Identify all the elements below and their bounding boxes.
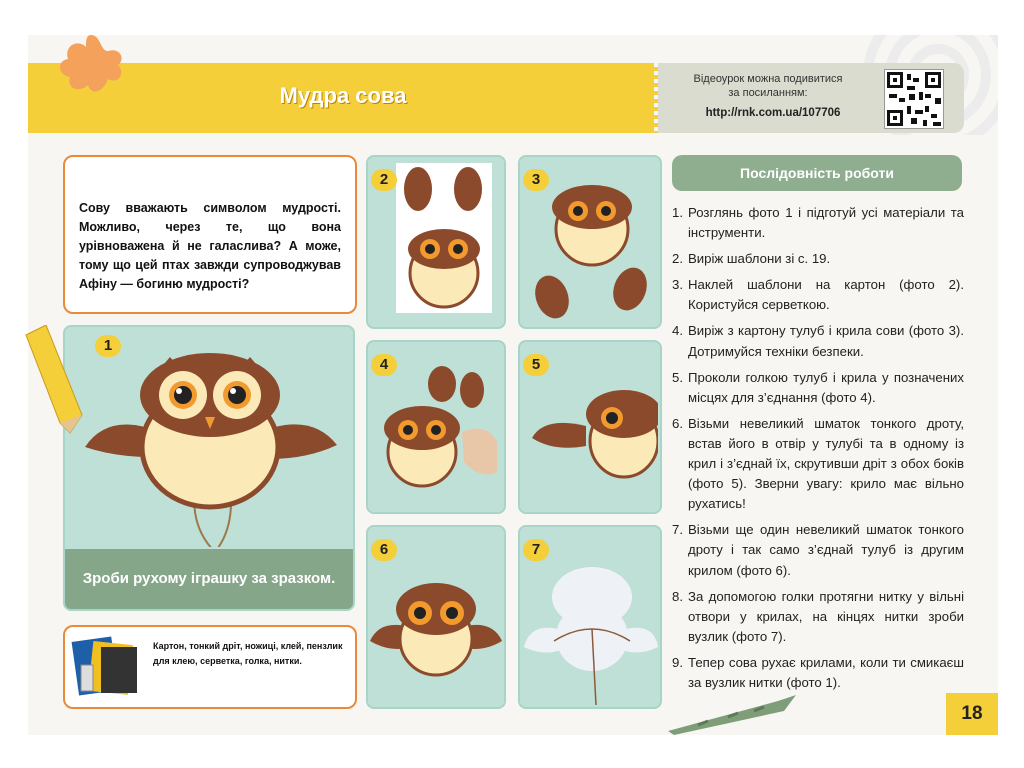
page-title: Мудра сова — [279, 83, 407, 108]
photo-1 — [63, 325, 355, 611]
photo-number-6: 6 — [371, 539, 397, 561]
cut-owl-parts-image — [530, 177, 650, 322]
photo-2 — [366, 155, 506, 329]
photo-1-caption: Зроби рухому іграшку за зразком. — [65, 549, 353, 609]
photo-4 — [366, 340, 506, 514]
photo-number-1: 1 — [95, 335, 121, 357]
materials-text: Картон, тонкий дріт, ножиці, клей, пензлик для клею, серветка, голка, нитки. — [153, 641, 343, 666]
page-number: 18 — [946, 693, 998, 735]
steps-list — [672, 203, 964, 699]
video-link[interactable]: http://rnk.com.ua/107706 — [705, 107, 841, 119]
qr-code-icon[interactable] — [884, 69, 944, 129]
photo-number-4: 4 — [371, 354, 397, 376]
step-item: 2. Виріж шаблони зі с. 19. — [672, 251, 831, 267]
step-item: 1. Розглянь фото 1 і підготуй усі матеріали та інструменти. — [672, 205, 964, 241]
photo-5 — [518, 340, 662, 514]
workbook-page — [28, 35, 998, 735]
video-text-line1: Відеоурок можна подивитися — [693, 73, 843, 85]
materials-box — [63, 625, 357, 709]
bottom-pencil-decoration — [668, 695, 798, 735]
flower-decoration — [56, 33, 126, 97]
step-item: 6. Візьми невеликий шматок тонкого дроту, встав його в отвір у тулубі та в одному із крил і з’єднай їх, скрутивши дріт з обох боків (фото 5). Зверни увагу: крило має вільно рухатись! — [672, 415, 964, 512]
intro-text: Сову вважають символом мудрості. Можливо, через те, що вона урівноважена й не галаслива? А може, тому що цей птах завжди супроводжував Афіну — богиню мудрості? — [79, 201, 341, 291]
owl-two-wings-image — [370, 557, 502, 697]
piercing-owl-image — [372, 362, 502, 507]
photo-number-3: 3 — [523, 169, 549, 191]
photo-number-7: 7 — [523, 539, 549, 561]
step-item: 7. Візьми ще один невеликий шматок тонкого дроту і так само з’єднай тулуб із другим крилом (фото 6). — [672, 522, 964, 578]
video-link-box — [658, 63, 964, 133]
owl-back-thread-image — [524, 557, 658, 707]
intro-box — [63, 155, 357, 314]
template-sheet-image — [396, 163, 492, 313]
step-item: 4. Виріж з картону тулуб і крила сови (фото 3). Дотримуйся техніки безпеки. — [672, 323, 964, 359]
step-item: 3. Наклей шаблони на картон (фото 2). Користуйся серветкою. — [672, 277, 964, 313]
steps-heading: Послідовність роботи — [672, 155, 962, 191]
materials-image — [71, 635, 145, 699]
wired-wing-image — [524, 356, 658, 506]
pencil-decoration — [22, 325, 84, 435]
owl-with-wings-image — [75, 337, 345, 547]
step-item: 9. Тепер сова рухає крилами, коли ти смикаєш за вузлик нитки (фото 1). — [672, 654, 964, 690]
step-item: 8. За допомогою голки протягни нитку у вільні отвори у крилах, на кінцях нитки зроби вузлик (фото 7). — [672, 588, 964, 644]
step-item: 5. Проколи голкою тулуб і крила у позначених місцях для з’єднання (фото 4). — [672, 369, 964, 405]
photo-6 — [366, 525, 506, 709]
video-text-line2: за посиланням: — [728, 87, 808, 99]
photo-3 — [518, 155, 662, 329]
photo-number-5: 5 — [523, 354, 549, 376]
photo-number-2: 2 — [371, 169, 397, 191]
photo-7 — [518, 525, 662, 709]
